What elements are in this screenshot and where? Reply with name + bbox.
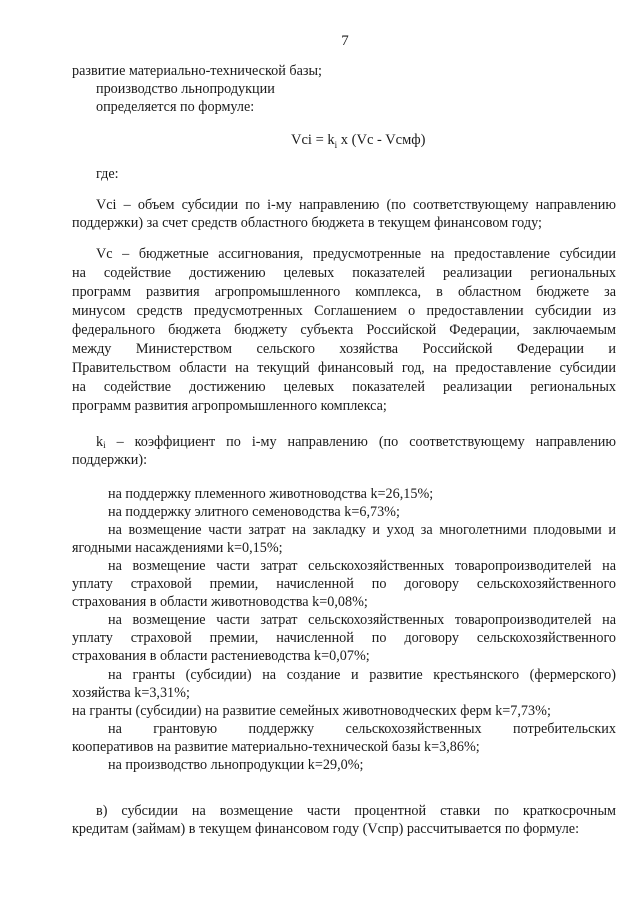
k-symbol: k [96, 434, 104, 450]
k-line-1-text: – коэффициент по i-му направлению (по соответствующему направлению [105, 434, 616, 450]
coef-8b: кооперативов на развитие материально-технической базы k=3,86%; [72, 739, 480, 755]
coef-4b: уплату страховой премии, начисленной по договору сельскохозяйственного [72, 576, 616, 592]
coef-8a: на грантовую поддержку сельскохозяйственных потребительских [108, 721, 616, 737]
vci-line-1: Vci – объем субсидии по i-му направлению (по соответствующему направлению [96, 197, 616, 213]
formula-rhs: x (Vc - Vcмф) [337, 132, 426, 148]
intro-line-3: определяется по формуле: [96, 99, 255, 115]
formula-k: k [327, 132, 335, 148]
vc-line-7: Правительством области на текущий финансовый год, на предоставление субсидии [72, 360, 616, 376]
vc-line-2: на содействие достижению целевых показателей реализации региональных [72, 265, 616, 281]
coef-4c: страхования в области животноводства k=0,08%; [72, 594, 368, 610]
vc-line-6: между Министерством сельского хозяйства Российской Федерации и [72, 341, 616, 357]
k-line-1 [96, 433, 616, 454]
coef-4a: на возмещение части затрат сельскохозяйственных товаропроизводителей на [108, 558, 616, 574]
coef-2: на поддержку элитного семеноводства k=6,73%; [108, 504, 400, 520]
coef-6b: хозяйства k=3,31%; [72, 685, 190, 701]
coef-5b: уплату страховой премии, начисленной по договору сельскохозяйственного [72, 630, 616, 646]
coef-5c: страхования в области растениеводства k=0,07%; [72, 648, 370, 664]
coef-6a: на гранты (субсидии) на создание и развитие крестьянского (фермерского) [108, 667, 616, 683]
k-line-2: поддержки): [72, 452, 148, 468]
vc-line-5: федерального бюджета бюджету субъекта Российской Федерации, заключаемым [72, 322, 616, 338]
coef-5a: на возмещение части затрат сельскохозяйственных товаропроизводителей на [108, 612, 616, 628]
coef-3a: на возмещение части затрат на закладку и уход за многолетними плодовыми и [108, 522, 616, 538]
vc-line-9: программ развития агропромышленного комплекса; [72, 398, 387, 414]
v-line-2: кредитам (займам) в текущем финансовом году (Vcпр) рассчитывается по формуле: [72, 821, 580, 837]
vc-line-4: минусом средств предусмотренных Соглашением о предоставлении субсидии из [72, 303, 616, 319]
vc-line-3: программ развития агропромышленного комплекса, в областном бюджете за [72, 284, 616, 300]
v-line-1: в) субсидии на возмещение части процентной ставки по краткосрочным [96, 803, 616, 819]
intro-line-1: развитие материально-технической базы; [72, 63, 322, 79]
page-number: 7 [341, 33, 349, 49]
coef-9: на производство льнопродукции k=29,0%; [108, 757, 364, 773]
vc-line-8: на содействие достижению целевых показателей реализации региональных [72, 379, 616, 395]
vc-line-1: Vc – бюджетные ассигнования, предусмотренные на предоставление субсидии [96, 246, 616, 262]
where-label: где: [96, 166, 119, 182]
formula [291, 132, 426, 150]
coef-1: на поддержку племенного животноводства k=26,15%; [108, 486, 434, 502]
coef-7: на гранты (субсидии) на развитие семейных животноводческих ферм k=7,73%; [72, 703, 551, 719]
formula-lhs: Vci [291, 132, 312, 148]
coef-3b: ягодными насаждениями k=0,15%; [72, 540, 283, 556]
vci-line-2: поддержки) за счет средств областного бюджета в текущем финансовом году; [72, 215, 542, 231]
intro-line-2: производство льнопродукции [96, 81, 275, 97]
formula-k-sub: i [334, 139, 338, 150]
k-symbol-sub: i [103, 440, 106, 450]
formula-eq: = [315, 132, 324, 148]
